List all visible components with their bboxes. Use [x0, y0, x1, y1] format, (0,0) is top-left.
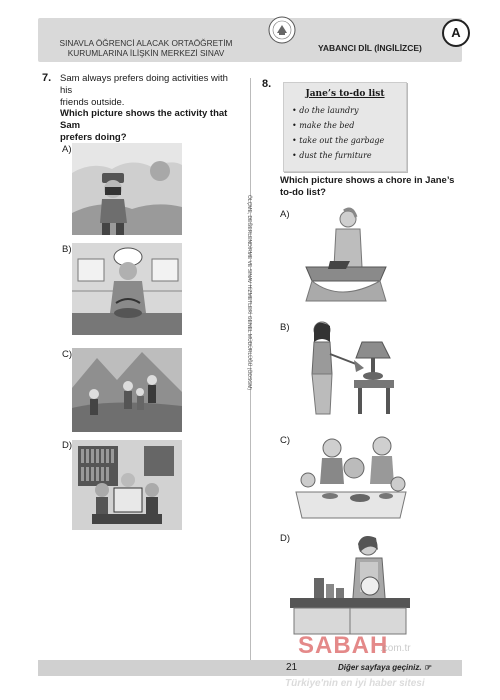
todo-item: • take out the garbage [292, 136, 385, 145]
ministry-logo-icon [268, 16, 296, 44]
todo-item: • dust the furniture [292, 151, 372, 160]
question-8-prompt-line1: Which picture shows a chore in Jane’s [280, 175, 455, 186]
question-7-text-line1: Sam always prefers doing activities with his [60, 73, 228, 96]
todo-item-text: do the laundry [299, 106, 359, 115]
woman-ironing-icon[interactable] [300, 205, 390, 305]
sabah-watermark-logo: SABAH [298, 632, 389, 659]
boy-cooking-icon[interactable] [72, 243, 182, 335]
question-8-prompt-line2: to-do list? [280, 187, 326, 198]
boy-photographing-icon[interactable] [72, 143, 182, 235]
q7-option-a-label[interactable]: A) [62, 144, 72, 155]
next-page-note: Diğer sayfaya geçiniz. ☞ [338, 663, 431, 672]
q8-option-c-label[interactable]: C) [280, 435, 291, 446]
girl-washing-dishes-icon[interactable] [290, 530, 410, 636]
q8-option-a-label[interactable]: A) [280, 209, 290, 220]
question-7-text [60, 73, 240, 109]
question-7-prompt [60, 108, 245, 144]
friends-hiking-icon[interactable] [72, 348, 182, 432]
todo-list [292, 103, 384, 163]
q8-option-b-label[interactable]: B) [280, 322, 290, 333]
exam-title [56, 38, 236, 58]
exam-title-line1: SINAVLA ÖĞRENCİ ALACAK ORTAÖĞRETİM [59, 38, 233, 48]
booklet-letter-badge: A [442, 19, 470, 47]
todo-item: • do the laundry [292, 106, 359, 115]
page-footer [38, 660, 462, 676]
todo-item-text: make the bed [299, 121, 355, 130]
girl-dusting-lamp-icon[interactable] [300, 318, 400, 418]
q7-option-c-label[interactable]: C) [62, 349, 73, 360]
question-7-number: 7. [42, 72, 52, 84]
question-7-prompt-line2: prefers doing? [60, 132, 127, 143]
todo-list-note [283, 82, 407, 172]
q8-option-d-label[interactable]: D) [280, 533, 291, 544]
kids-computer-icon[interactable] [72, 440, 182, 530]
sabah-watermark-tagline: Türkiye'nin en iyi haber sitesi [285, 678, 425, 689]
exam-header [38, 18, 462, 62]
question-8-prompt [280, 175, 460, 199]
question-7-text-line2: friends outside. [60, 97, 125, 108]
exam-title-line2: KURUMLARINA İLİŞKİN MERKEZİ SINAV [67, 48, 225, 58]
q7-option-d-label[interactable]: D) [62, 440, 73, 451]
page-number: 21 [286, 662, 298, 673]
q7-option-b-label[interactable]: B) [62, 244, 72, 255]
todo-item: • make the bed [292, 121, 355, 130]
todo-list-title: Jane’s to-do list [305, 89, 385, 99]
vertical-agency-text [240, 195, 254, 515]
question-7-prompt-line1: Which picture shows the activity that Sam [60, 108, 228, 131]
vertical-agency-label: ÖLÇME, DEĞERLENDİRME VE SINAV HİZMETLERİ GENEL MÜDÜRLÜĞÜ (ÖDSGM) [246, 195, 252, 391]
subject-title: YABANCI DİL (İNGİLİZCE) [318, 43, 422, 53]
todo-item-text: take out the garbage [299, 136, 385, 145]
todo-item-text: dust the furniture [299, 151, 372, 160]
sabah-watermark-domain: .com.tr [380, 643, 411, 654]
question-8-number: 8. [262, 78, 272, 90]
family-dinner-icon[interactable] [290, 432, 410, 522]
